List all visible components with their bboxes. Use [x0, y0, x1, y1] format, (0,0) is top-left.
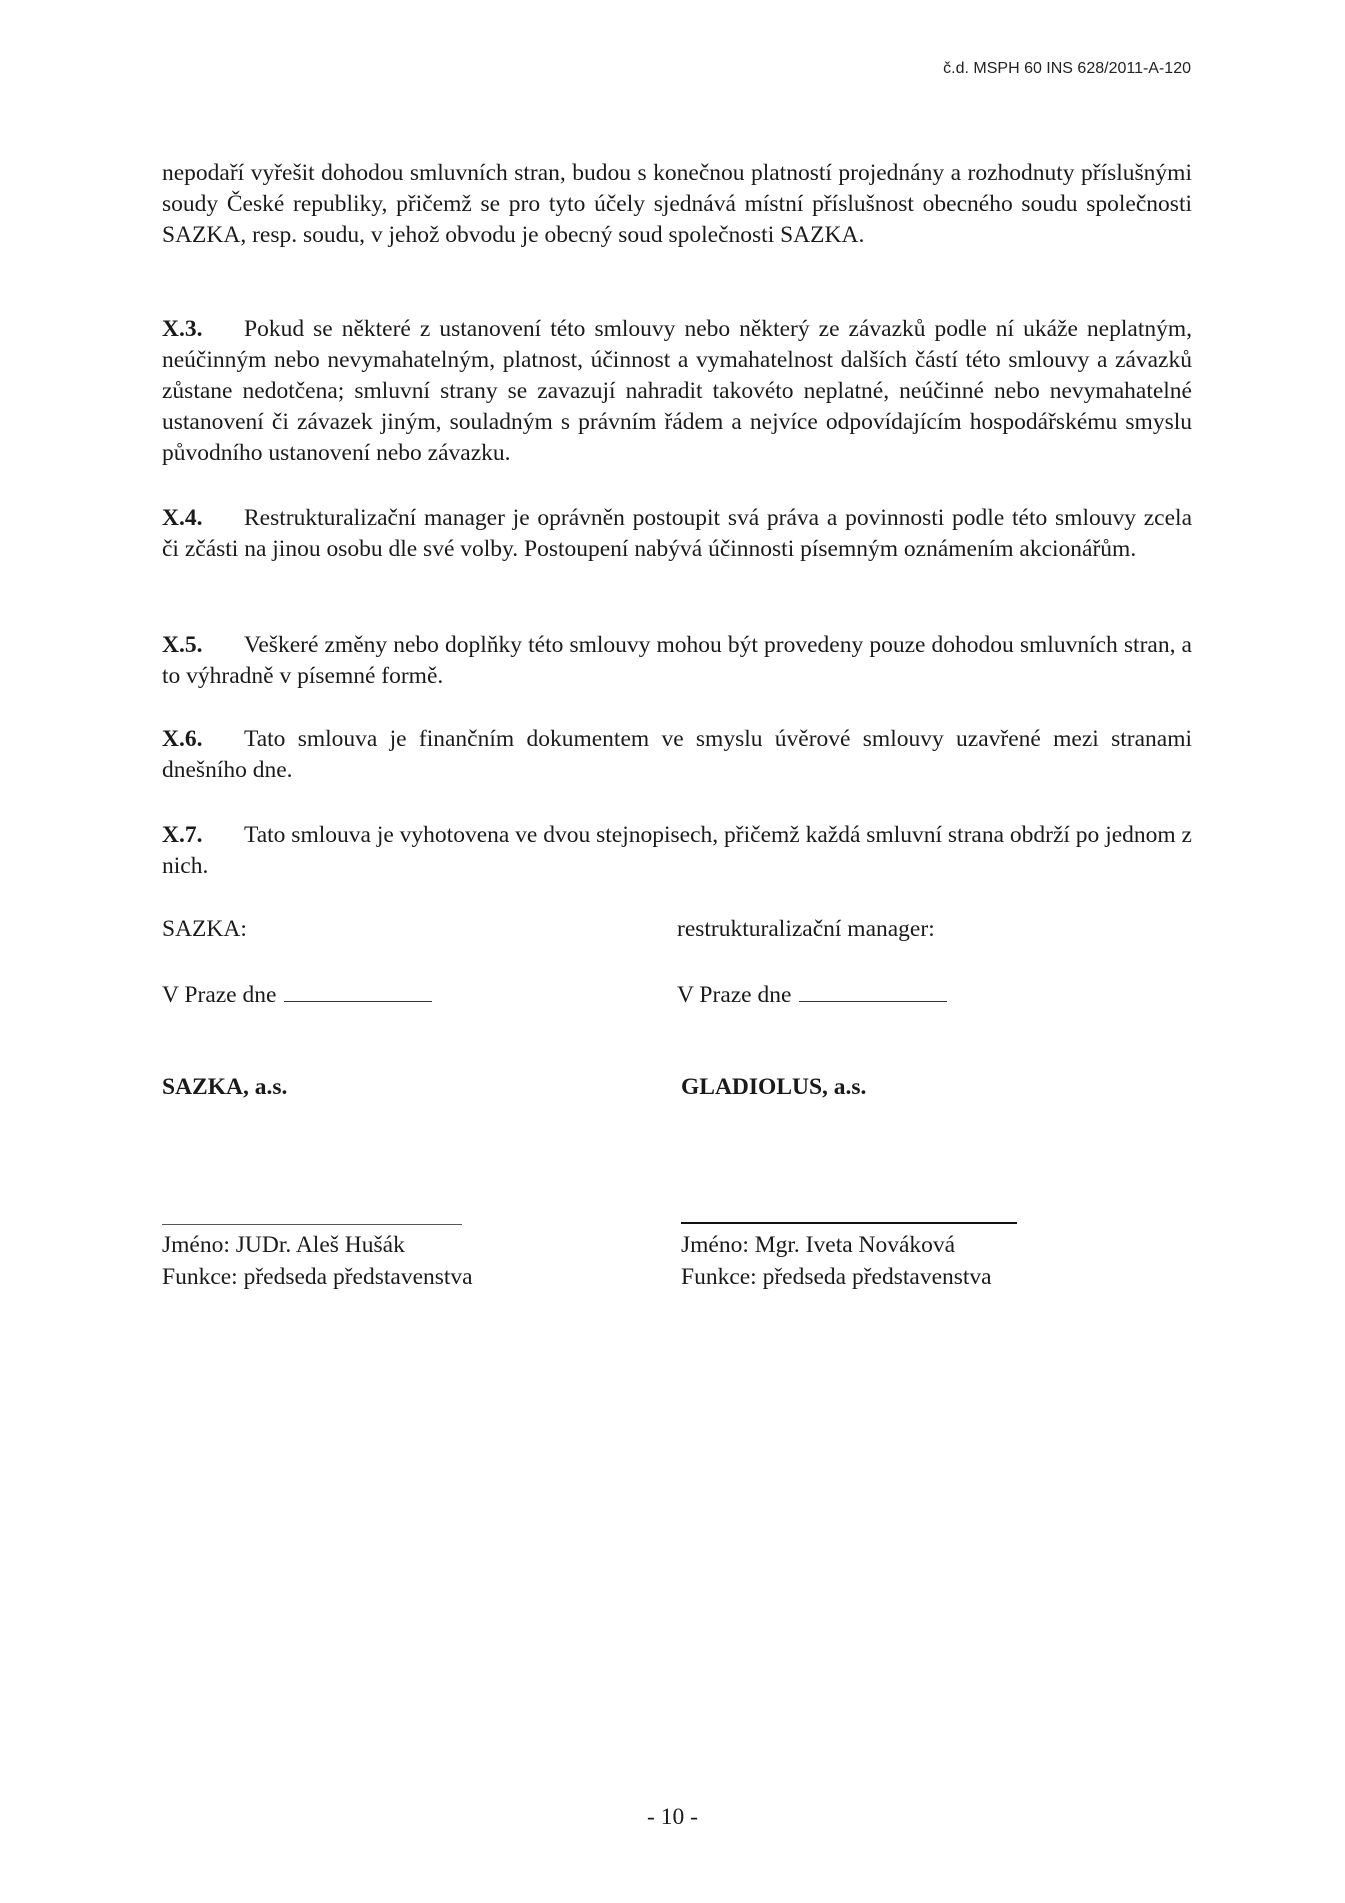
paragraph-x3 [162, 314, 1192, 469]
paragraph-text: Tato smlouva je finančním dokumentem ve smyslu úvěrové smlouvy uzavřené mezi stranami dnešního dne. [162, 726, 1192, 783]
paragraph-continuation [162, 158, 1192, 251]
document-reference: č.d. MSPH 60 INS 628/2011-A-120 [943, 60, 1191, 77]
paragraph-text: Restrukturalizační manager je oprávněn postoupit svá práva a povinnosti podle této smlouvy zcela či zčásti na jinou osobu dle své volby. Postoupení nabývá účinnosti písemným oznámením akcionářům. [162, 505, 1192, 562]
signatory-name-right: Jméno: Mgr. Iveta Nováková [681, 1232, 956, 1258]
signature-party-label-left: SAZKA: [162, 916, 247, 942]
signatory-name-left: Jméno: JUDr. Aleš Hušák [162, 1232, 405, 1258]
paragraph-text: nepodaří vyřešit dohodou smluvních stran, budou s konečnou platností projednány a rozhodnuty příslušnými soudy České republiky, přičemž se pro tyto účely sjednává místní příslušnost obecného soudu společnosti SAZKA, resp. soudu, v jehož obvodu je obecný soud společnosti SAZKA. [162, 160, 1192, 248]
signature-place-date-left [162, 980, 432, 1011]
paragraph-text: Veškeré změny nebo doplňky této smlouvy mohou být provedeny pouze dohodou smluvních stran, a to výhradně v písemné formě. [162, 632, 1192, 689]
signatory-function-right: Funkce: předseda představenstva [681, 1264, 992, 1290]
paragraph-number: X.7. [162, 822, 203, 848]
signature-place-date-right [677, 980, 947, 1011]
signature-line-left [162, 1224, 462, 1225]
place-date-text: V Praze dne [677, 982, 792, 1008]
date-blank-line [284, 981, 432, 1002]
signature-party-label-right: restrukturalizační manager: [677, 916, 935, 942]
paragraph-x6 [162, 724, 1192, 786]
signature-company-right: GLADIOLUS, a.s. [681, 1074, 867, 1100]
paragraph-number: X.4. [162, 505, 203, 531]
signature-company-left: SAZKA, a.s. [162, 1074, 288, 1100]
date-blank-line [799, 981, 947, 1002]
paragraph-text: Tato smlouva je vyhotovena ve dvou stejnopisech, přičemž každá smluvní strana obdrží po jednom z nich. [162, 822, 1192, 879]
paragraph-x4 [162, 503, 1192, 565]
paragraph-x5 [162, 630, 1192, 692]
signature-line-right [681, 1222, 1017, 1224]
place-date-text: V Praze dne [162, 982, 277, 1008]
paragraph-text: Pokud se některé z ustanovení této smlouvy nebo některý ze závazků podle ní ukáže neplatným, neúčinným nebo nevymahatelným, platnost, účinnost a vymahatelnost dalších částí této smlouvy a závazků zůstane nedotčena; smluvní strany se zavazují nahradit takovéto neplatné, neúčinné nebo nevymahatelné ustanovení či závazek jiným, souladným s právním řádem a nejvíce odpovídajícím hospodářskému smyslu původního ustanovení nebo závazku. [162, 316, 1192, 466]
signatory-function-left: Funkce: předseda představenstva [162, 1264, 473, 1290]
page-number: - 10 - [647, 1804, 698, 1830]
paragraph-number: X.5. [162, 632, 203, 658]
paragraph-number: X.3. [162, 316, 203, 342]
paragraph-x7 [162, 820, 1192, 882]
paragraph-number: X.6. [162, 726, 203, 752]
